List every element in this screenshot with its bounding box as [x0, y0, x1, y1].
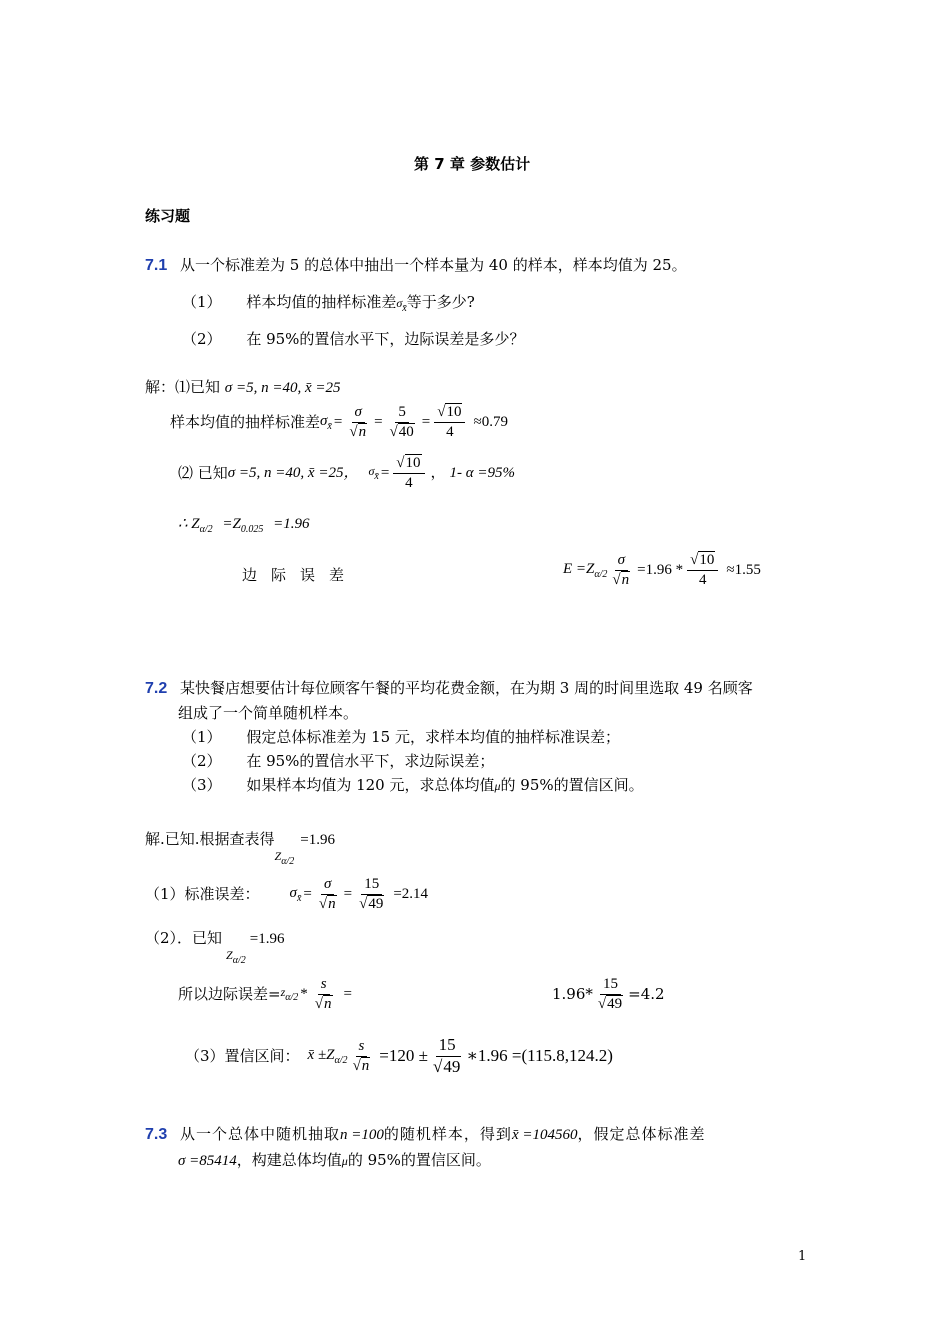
- problem-number: 7.1: [145, 257, 168, 274]
- question-text: 假定总体标准差为 15 元，求样本均值的抽样标准误差；: [246, 728, 620, 746]
- equals-sign: =: [374, 414, 383, 430]
- z-value: =1.96: [300, 832, 335, 848]
- part-label: （3）置信区间：: [185, 1047, 300, 1066]
- equals-sign: =: [343, 986, 352, 1002]
- problem-text: ，假定总体标准差: [577, 1125, 706, 1143]
- equals-sign: =: [333, 414, 343, 430]
- question-7-2-3: [182, 776, 644, 794]
- question-text: 在 95%的置信水平下，求边际误差；: [246, 752, 495, 770]
- separator: ，: [430, 465, 446, 481]
- fraction-15-sqrt-49: $\frac{15}{√49}$: [359, 876, 384, 912]
- problem-text: 的 95%的置信区间。: [347, 1151, 491, 1169]
- fraction-sigma-sqrt-n: $\frac{\sigma}{√n}$: [612, 552, 630, 588]
- solution-7-1-part2: [178, 455, 515, 491]
- part-label: （2）．已知: [145, 929, 223, 947]
- page-title: 第 7 章 参数估计: [414, 155, 531, 173]
- question-7-2-1: [182, 728, 620, 746]
- margin-error-formula: [563, 552, 761, 588]
- problem-text-cont: 组成了一个简单随机样本。: [178, 704, 359, 722]
- z-value: =1.96: [249, 931, 285, 947]
- solution-7-1-z: ∴ $Z_{\alpha/2} =Z_{0.025} =1.96$: [178, 516, 310, 535]
- fraction-15-sqrt-49: $\frac{15}{√49}$: [432, 1035, 461, 1076]
- solution-7-2-part2: （2）．已知$_{Z_{\alpha/2}}$=1.96: [145, 929, 285, 966]
- problem-text: 某快餐店想要估计每位顾客午餐的平均花费金额，在为期 3 周的时间里选取 49 名顾客: [180, 679, 753, 697]
- fraction-sqrt-10-4: $\frac{√10}{4}$: [434, 404, 465, 440]
- sigma-xbar-symbol: $\sigma_{x̄}$: [289, 884, 302, 904]
- problem-text: ，构建总体均值: [236, 1151, 342, 1169]
- mu-symbol: μ: [494, 779, 501, 793]
- page-number: 1: [798, 1249, 807, 1264]
- question-text: 样本均值的抽样标准差: [246, 293, 397, 311]
- question-text: 在 95%的置信水平下，边际误差是多少？: [246, 330, 525, 348]
- sigma-xbar-symbol: $\sigma_{x̄}$: [320, 412, 332, 432]
- fraction-sqrt-10-4: $\frac{√10}{4}$: [687, 552, 718, 588]
- e-symbol: $E =Z_{\alpha/2}$: [563, 560, 608, 580]
- fraction-s-sqrt-n: $\frac{s}{√n}$: [314, 976, 332, 1012]
- problem-7-3: [145, 1125, 705, 1144]
- solution-7-1-se: [170, 404, 508, 440]
- problem-text: 从一个标准差为 5 的总体中抽出一个样本量为 40 的样本，样本均值为 25。: [180, 256, 687, 274]
- problem-text: 从一个总体中随机抽取: [180, 1125, 341, 1143]
- solution-7-2-me: 所以边际误差= $z_{\alpha/2}$ * $\frac{s}{√n}$ =: [178, 976, 352, 1012]
- mu-symbol: μ: [341, 1154, 348, 1168]
- solution-prefix: 解：⑴已知: [145, 378, 221, 396]
- multiply-196: =1.96 *: [637, 562, 684, 578]
- z-value: =1.96: [273, 516, 310, 532]
- problem-7-3-cont: [178, 1151, 491, 1170]
- question-text-tail: 的 95%的置信区间。: [500, 776, 644, 794]
- sigma-xbar-symbol: $\sigma_{x̄}$: [368, 463, 379, 482]
- me-calc: 1.96*: [552, 985, 593, 1003]
- solution-7-2-part1: （1）标准误差： $\sigma_{x̄}$ = $\frac{\sigma}{√n}$ = $\frac{15}{√49}$ =2.14: [145, 876, 429, 912]
- given-values: σ =5, n =40, x̄ =25，: [227, 465, 359, 481]
- fraction-sqrt-10-4: $\frac{√10}{4}$: [393, 455, 424, 491]
- problem-7-2: [145, 679, 753, 698]
- xbar-pm-z: x̄ $\pm Z_{\alpha/2}$: [307, 1046, 348, 1066]
- solution-7-2-part3: [185, 1036, 613, 1076]
- se-result: ≈0.79: [473, 414, 508, 430]
- question-7-1-1: [182, 293, 475, 315]
- se-result: =2.14: [393, 886, 429, 902]
- fraction-15-sqrt-49: $\frac{15}{√49}$: [597, 976, 623, 1012]
- question-label: （1）: [182, 293, 222, 311]
- question-label: （3）: [182, 776, 222, 794]
- question-label: （2）: [182, 752, 222, 770]
- interval-center: =120 ±: [379, 1045, 428, 1065]
- problem-7-1: [145, 256, 687, 275]
- me-result: =4.2: [628, 985, 665, 1003]
- problem-text: 的随机样本，得到: [383, 1125, 512, 1143]
- section-heading: 练习题: [145, 207, 191, 225]
- interval-multiplier: ∗1.96 =: [466, 1045, 522, 1065]
- fraction-5-sqrt-40: $\frac{5}{√40}$: [389, 404, 414, 440]
- confidence-interval: (115.8,124.2): [521, 1045, 613, 1065]
- equals-sign: =: [421, 414, 431, 430]
- me-result: ≈1.55: [726, 562, 761, 578]
- margin-error-label: 边际误差: [242, 566, 359, 584]
- sigma-value: σ =85414: [178, 1153, 237, 1169]
- question-label: （1）: [182, 728, 222, 746]
- solution-7-2-me-calc: [552, 976, 665, 1012]
- problem-number: 7.2: [145, 680, 168, 697]
- solution-intro: 解.已知.根据查表得: [145, 830, 275, 848]
- part2-prefix: ⑵ 已知: [178, 464, 228, 482]
- problem-number: 7.3: [145, 1126, 168, 1143]
- solution-7-1-given: [145, 378, 340, 397]
- part-label: （1）标准误差：: [145, 885, 260, 903]
- fraction-sigma-sqrt-n: $\frac{\sigma}{√n}$: [349, 404, 367, 440]
- equals-sign: =: [380, 465, 390, 481]
- me-label: 所以边际误差=: [178, 985, 281, 1003]
- question-text-tail: 等于多少?: [406, 293, 475, 311]
- question-label: （2）: [182, 330, 222, 348]
- n-value: n =100: [340, 1127, 384, 1143]
- sigma-xbar-symbol: $\sigma_{x̄}$: [396, 296, 407, 314]
- question-text: 如果样本均值为 120 元，求总体均值: [246, 776, 495, 794]
- fraction-sigma-sqrt-n: $\frac{\sigma}{√n}$: [318, 876, 336, 912]
- confidence-level: 1- α =95%: [449, 465, 516, 481]
- fraction-s-sqrt-n: $\frac{s}{√n}$: [352, 1038, 370, 1074]
- given-values: σ =5, n =40, x̄ =25: [224, 380, 341, 396]
- xbar-value: x̄ =104560: [511, 1127, 578, 1143]
- z-symbol: $z_{\alpha/2}$: [280, 984, 299, 1003]
- question-7-2-2: [182, 752, 494, 770]
- question-7-1-2: [182, 330, 524, 348]
- solution-7-2-intro: 解.已知.根据查表得$_{Z_{\alpha/2}}$=1.96: [145, 830, 335, 867]
- se-label: 样本均值的抽样标准差: [170, 413, 321, 431]
- z-symbol: ∴ Z: [178, 516, 200, 532]
